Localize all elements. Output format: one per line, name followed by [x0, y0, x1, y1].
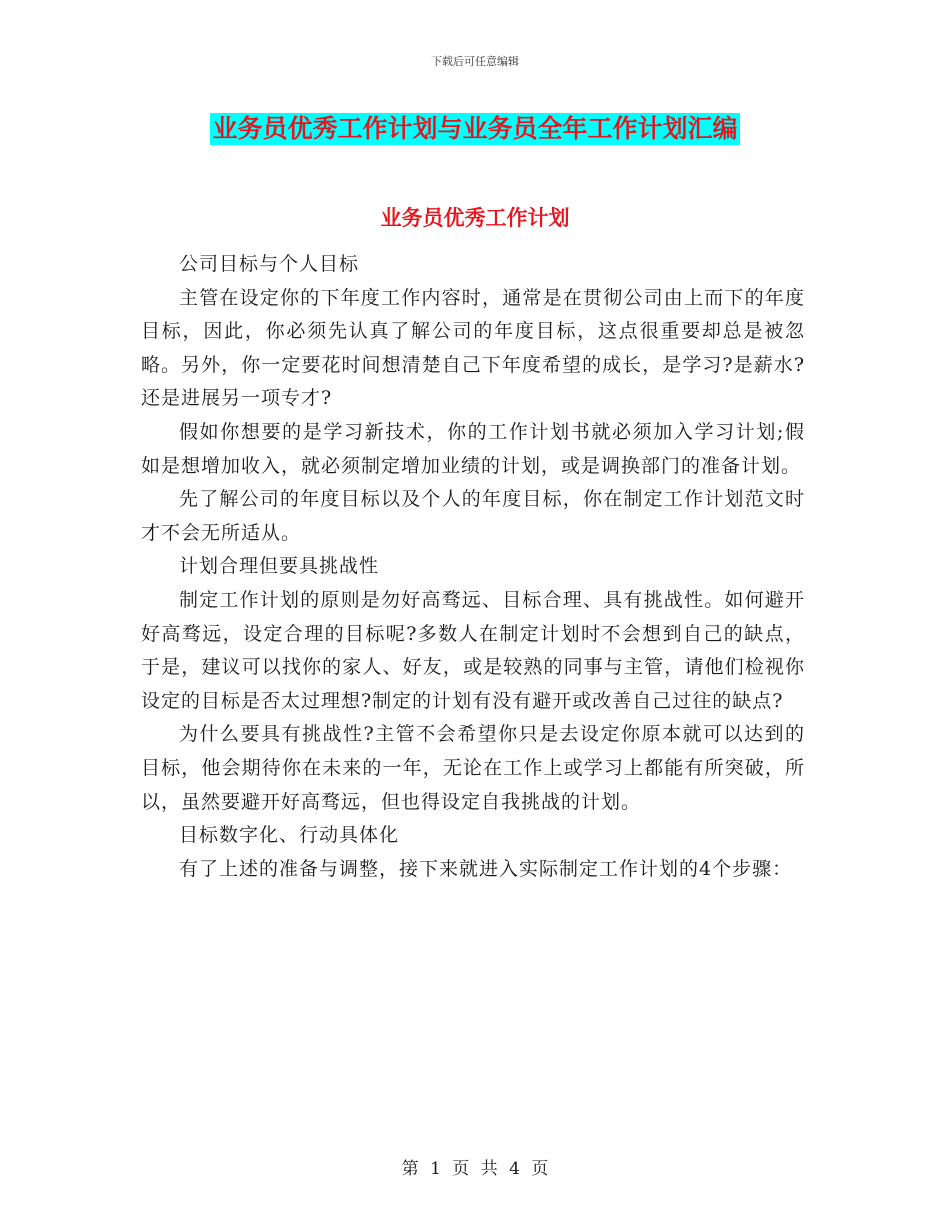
paragraph: 先了解公司的年度目标以及个人的年度目标，你在制定工作计划范文时才不会无所适从。 [141, 488, 805, 544]
paragraph: 假如你想要的是学习新技术，你的工作计划书就必须加入学习计划;假如是想增加收入，就必须制定增加业绩的计划，或是调换部门的准备计划。 [141, 420, 805, 477]
main-title-container [0, 113, 950, 145]
header-note: 下载后可任意编辑 [431, 55, 519, 68]
page-footer: 第 1 页 共 4 页 [401, 1159, 549, 1179]
paragraph-heading: 公司目标与个人目标 [179, 253, 360, 275]
section-title: 业务员优秀工作计划 [380, 206, 570, 230]
paragraph: 主管在设定你的下年度工作内容时，通常是在贯彻公司由上而下的年度目标，因此，你必须先认真了解公司的年度目标，这点很重要却总是被忽略。另外，你一定要花时间想清楚自己下年度希望的成长，是学习?是薪水?还是进展另一项专才? [141, 286, 805, 410]
paragraph-heading: 目标数字化、行动具体化 [179, 824, 400, 847]
paragraph: 制定工作计划的原则是勿好高骛远、目标合理、具有挑战性。如何避开好高骛远，设定合理的目标呢?多数人在制定计划时不会想到自己的缺点，于是，建议可以找你的家人、好友，或是较熟的同事与主管，请他们检视你设定的目标是否太过理想?制定的计划有没有避开或改善自己过往的缺点? [141, 588, 805, 712]
paragraph: 有了上述的准备与调整，接下来就进入实际制定工作计划的4个步骤： [179, 857, 793, 880]
document-title: 业务员优秀工作计划与业务员全年工作计划汇编 [212, 114, 738, 143]
paragraph: 为什么要具有挑战性?主管不会希望你只是去设定你原本就可以达到的目标，他会期待你在未来的一年，无论在工作上或学习上都能有所突破，所以，虽然要避开好高骛远，但也得设定自我挑战的计划。 [141, 723, 805, 813]
paragraph-heading: 计划合理但要具挑战性 [179, 555, 380, 578]
document-body [141, 248, 805, 886]
